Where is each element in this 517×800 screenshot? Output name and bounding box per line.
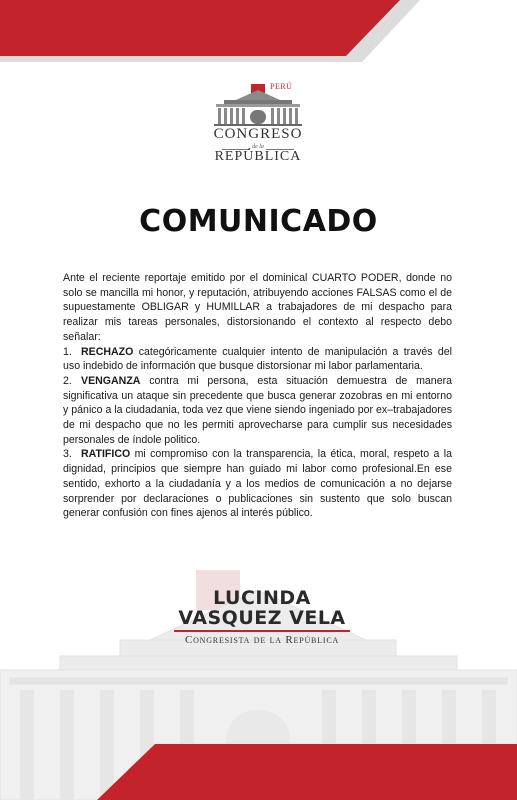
- congress-building-icon: [214, 84, 302, 126]
- point-2: [63, 374, 452, 448]
- logo-line-dela: de la: [252, 144, 264, 150]
- top-corner-red-band: [0, 0, 400, 56]
- point-number: 3.: [63, 448, 72, 461]
- point-keyword: RECHAZO: [81, 345, 134, 358]
- point-number: 2.: [63, 374, 72, 387]
- point-text: contra mi persona, esta situación demuestra de manera significativa un ataque sin precedente que busca generar zozobras en mi entorno y pánico a la ciudadania, toda vez que viene siendo ingeniado por ex–trabajadores de mi despacho que no les permiti aprovecharse para cumplir sus necesidades personales de índole politico.: [63, 374, 452, 446]
- signer-role: Congresista de la República: [184, 633, 340, 646]
- point-number: 1.: [63, 345, 72, 358]
- point-1: [63, 345, 452, 374]
- signature-rule: [174, 630, 350, 632]
- signer-name-line2: VASQUEZ VELA: [178, 607, 346, 629]
- signer-name-line1: LUCINDA: [213, 587, 311, 609]
- signature-block: [174, 588, 350, 646]
- logo-line-republica: REPÚBLICA: [214, 149, 302, 164]
- point-text: categóricamente cualquier intento de manipulación a través del uso indebido de información que busque distorsionar mi labor parlamentaria.: [63, 345, 452, 373]
- point-keyword: VENGANZA: [81, 374, 141, 387]
- logo-country: PERÚ: [270, 82, 293, 91]
- document-title: COMUNICADO: [139, 204, 378, 239]
- point-keyword: RATIFICO: [81, 448, 131, 461]
- bottom-corner-red-band: [97, 744, 517, 800]
- logo-line-congreso: CONGRESO: [213, 126, 303, 142]
- communique-body: [63, 271, 452, 521]
- point-3: [63, 447, 452, 521]
- point-text: mi compromiso con la transparencia, la ética, moral, respeto a la dignidad, principios que siempre han guiado mi labor como profesional.En ese sentido, exhorto a la ciudadanía y a los medios de comunicación a no dejarse sorprender por declaraciones o publicaciones sin sustento que solo buscan generar confusión con fines ajenos al interés público.: [63, 448, 452, 520]
- intro-paragraph: Ante el reciente reportaje emitido por el dominical CUARTO PODER, donde no solo se mancilla mi honor, y reputación, atribuyendo acciones FALSAS como el de supuestamente OBLIGAR y HUMILLAR a trabajadores de mi despacho para realizar mis tareas personales, distorsionando el contexto al respecto debo señalar:: [63, 272, 452, 343]
